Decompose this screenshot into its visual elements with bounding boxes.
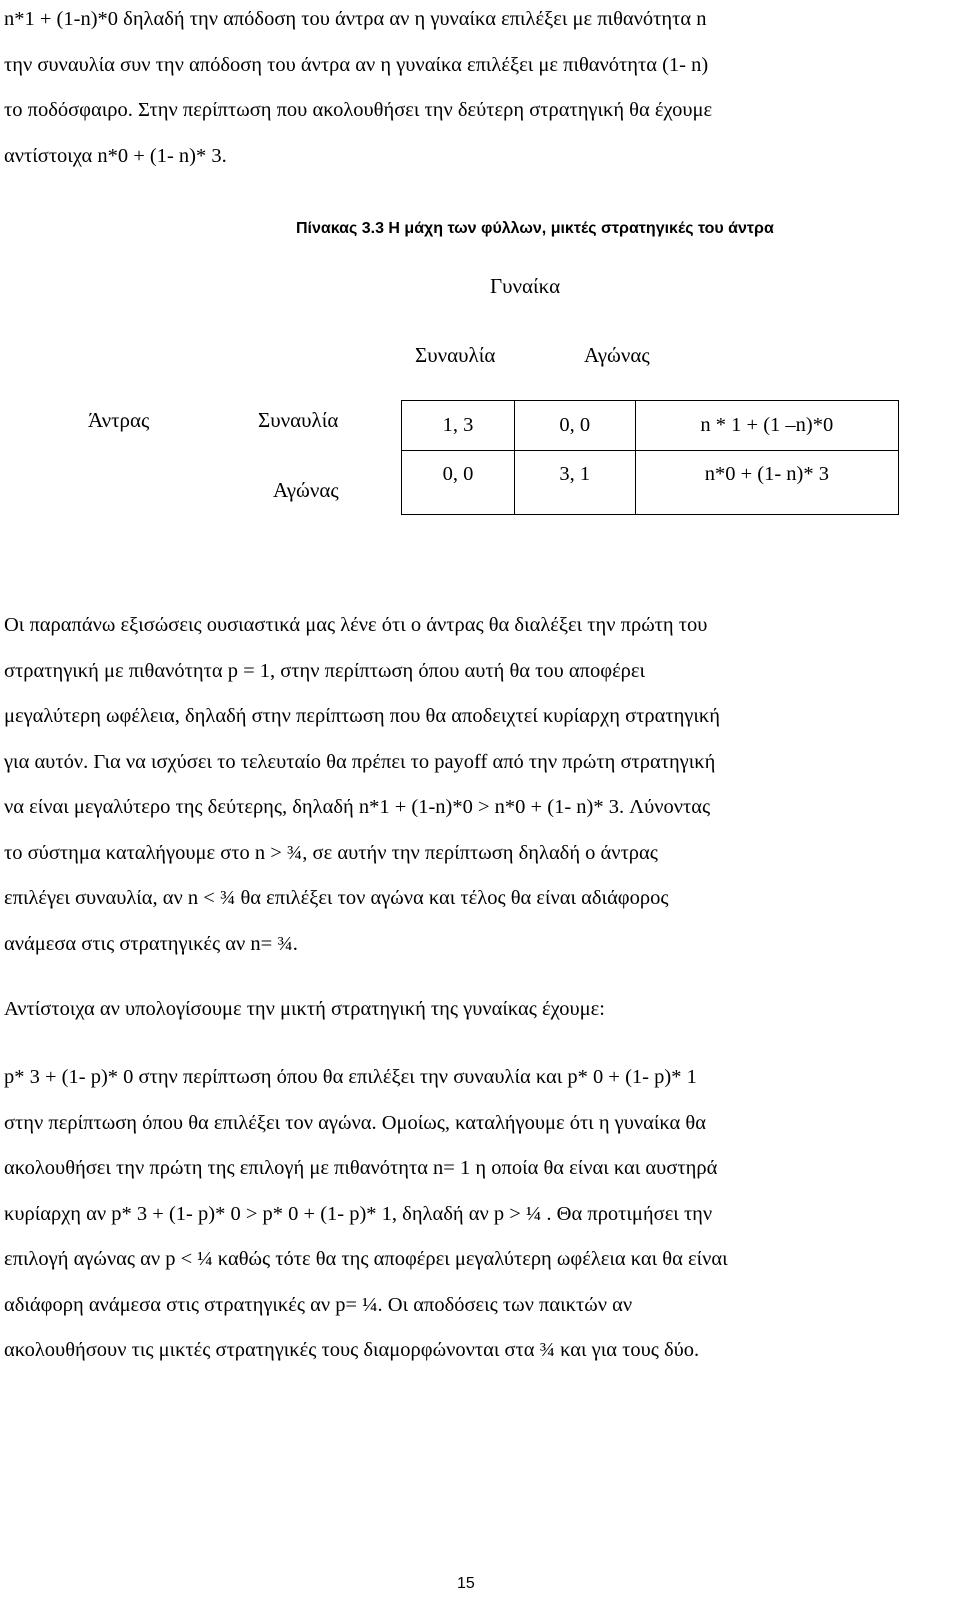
paragraph-line: ακολουθήσουν τις μικτές στρατηγικές τους διαμορφώνονται στα ¾ και για τους δύο. — [4, 1339, 700, 1361]
intro-line: την συναυλία συν την απόδοση του άντρα αν η γυναίκα επιλέξει με πιθανότητα (1- n) — [4, 54, 709, 76]
table-row — [402, 401, 899, 451]
paragraph-line: στην περίπτωση όπου θα επιλέξει τον αγώνα. Ομοίως, καταλήγουμε ότι η γυναίκα θα — [4, 1112, 706, 1134]
paragraph-line: κυρίαρχη αν p* 3 + (1- p)* 0 > p* 0 + (1- p)* 1, δηλαδή αν p > ¼ . Θα προτιμήσει την — [4, 1203, 713, 1225]
paragraph-line: ακολουθήσει την πρώτη της επιλογή με πιθανότητα n= 1 η οποία θα είναι και αυστηρά — [4, 1157, 718, 1179]
row-player-label: Άντρας — [88, 408, 150, 432]
payoff-table — [401, 400, 899, 515]
paragraph-line: το σύστημα καταλήγουμε στο n > ¾, σε αυτήν την περίπτωση δηλαδή ο άντρας — [4, 842, 658, 864]
row-header-match: Αγώνας — [273, 478, 339, 502]
paragraph-line: Οι παραπάνω εξισώσεις ουσιαστικά μας λένε ότι ο άντρας θα διαλέξει την πρώτη του — [4, 614, 708, 636]
column-header-concert: Συναυλία — [415, 343, 496, 367]
paragraph-line: μεγαλύτερη ωφέλεια, δηλαδή στην περίπτωση που θα αποδειχτεί κυρίαρχη στρατηγική — [4, 705, 720, 727]
intro-line: το ποδόσφαιρο. Στην περίπτωση που ακολουθήσει την δεύτερη στρατηγική θα έχουμε — [4, 99, 713, 121]
table-caption: Πίνακας 3.3 Η μάχη των φύλλων, μικτές στρατηγικές του άντρα — [296, 220, 774, 237]
table-cell: n * 1 + (1 –n)*0 — [635, 401, 898, 451]
paragraph-line: Αντίστοιχα αν υπολογίσουμε την μικτή στρατηγική της γυναίκας έχουμε: — [4, 998, 605, 1020]
table-cell: n*0 + (1- n)* 3 — [635, 451, 898, 515]
paragraph-line: αδιάφορη ανάμεσα στις στρατηγικές αν p= ¼. Οι αποδόσεις των παικτών αν — [4, 1294, 633, 1316]
intro-line: αντίστοιχα n*0 + (1- n)* 3. — [4, 145, 227, 167]
paragraph-line: να είναι μεγαλύτερο της δεύτερης, δηλαδή n*1 + (1-n)*0 > n*0 + (1- n)* 3. Λύνοντας — [4, 796, 711, 818]
paragraph-line: p* 3 + (1- p)* 0 στην περίπτωση όπου θα επιλέξει την συναυλία και p* 0 + (1- p)* 1 — [4, 1066, 697, 1088]
page-number: 15 — [457, 1575, 475, 1592]
paragraph-line: ανάμεσα στις στρατηγικές αν n= ¾. — [4, 933, 298, 955]
paragraph-line: για αυτόν. Για να ισχύσει το τελευταίο θα πρέπει το payoff από την πρώτη στρατηγική — [4, 751, 716, 773]
paragraph-line: στρατηγική με πιθανότητα p = 1, στην περίπτωση όπου αυτή θα του αποφέρει — [4, 660, 646, 682]
table-cell: 1, 3 — [402, 401, 515, 451]
table-cell: 3, 1 — [514, 451, 635, 515]
column-header-match: Αγώνας — [584, 343, 650, 367]
table-cell: 0, 0 — [514, 401, 635, 451]
paragraph-line: επιλογή αγώνας αν p < ¼ καθώς τότε θα της αποφέρει μεγαλύτερη ωφέλεια και θα είναι — [4, 1248, 728, 1270]
row-header-concert: Συναυλία — [258, 408, 339, 432]
column-player-label: Γυναίκα — [490, 274, 561, 298]
paragraph-line: επιλέγει συναυλία, αν n < ¾ θα επιλέξει τον αγώνα και τέλος θα είναι αδιάφορος — [4, 887, 669, 909]
table-row — [402, 451, 899, 515]
intro-line: n*1 + (1-n)*0 δηλαδή την απόδοση του άντρα αν η γυναίκα επιλέξει με πιθανότητα n — [4, 8, 707, 30]
table-cell: 0, 0 — [402, 451, 515, 515]
